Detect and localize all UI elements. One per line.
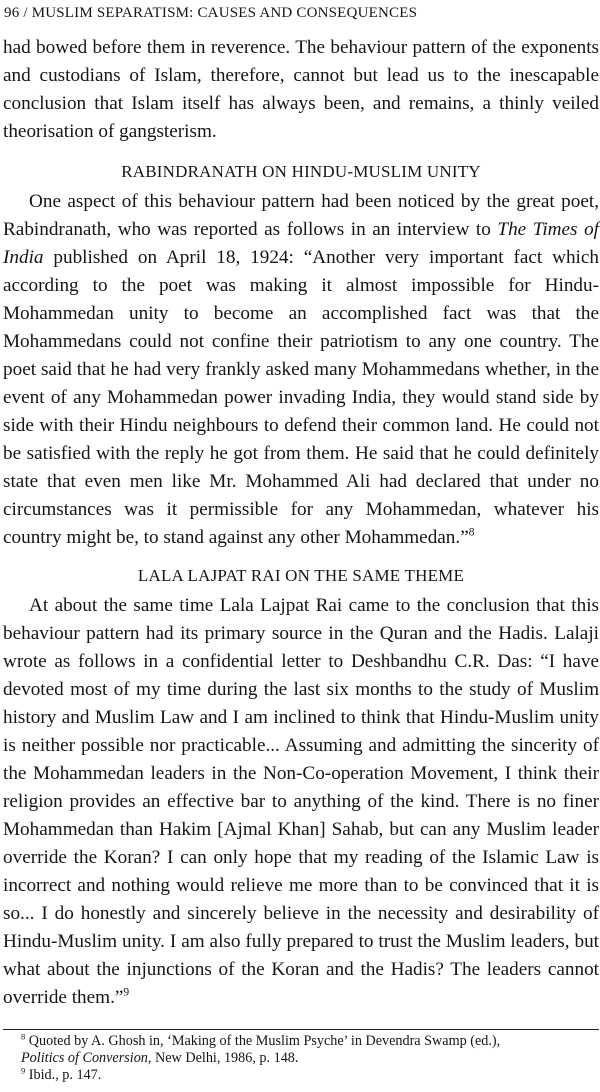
footnote-reference: 9 [123, 986, 130, 999]
footnote-8 [3, 1033, 599, 1067]
page-number: 96 [4, 5, 20, 21]
paragraph-continued: had bowed before them in reverence. The behaviour pattern of the exponents and custodians of Islam, therefore, cannot but lead us to the inescapable conclusion that Islam itself has always been, and remains, a thinly veiled theorisation of gangsterism. [3, 37, 599, 142]
book-title: Politics of Conversion [21, 1050, 148, 1066]
body-text [3, 34, 599, 1012]
footnote-number: 8 [21, 1031, 26, 1042]
footnote-text: , New Delhi, 1986, p. 148. [147, 1050, 299, 1066]
paragraph-text: At about the same time Lala Lajpat Rai came to the conclusion that this behaviour pattern had its primary source in the Quran and the Hadis. Lalaji wrote as follows in a confidential letter to Deshbandhu C.R. Das: “I have devoted most of my time during the last six months to the study of Muslim history and Muslim Law and I am inclined to think that Hindu-Muslim unity is neither possible nor practicable... Assuming and admitting the sincerity of the Mohammedan leaders in the Non-Co-operation Movement, I think their religion provides an effective bar to anything of the kind. There is no finer Mohammedan than Hakim [Ajmal Khan] Sahab, but can any Muslim leader override the Koran? I can only hope that my reading of the Islamic Law is incorrect and nothing would relieve me more than to be convinced that it is so... I do honestly and sincerely believe in the necessity and desirability of Hindu-Muslim unity. I am also fully prepared to trust the Muslim leaders, but what about the injunctions of the Koran and the Hadis? The leaders cannot override them.” [3, 595, 599, 1008]
footnote-text: Quoted by A. Ghosh in, ‘Making of the Muslim Psyche’ in Devendra Swamp (ed.), [28, 1033, 501, 1049]
section-heading-rabindranath: RABINDRANATH ON HINDU-MUSLIM UNITY [121, 162, 481, 181]
running-head-title: MUSLIM SEPARATISM: CAUSES AND CONSEQUENCES [31, 5, 418, 21]
running-head-separator: / [23, 5, 28, 21]
section-heading-lajpat-rai: LALA LAJPAT RAI ON THE SAME THEME [137, 566, 465, 585]
footnote-reference: 8 [468, 526, 475, 539]
paragraph-text: One aspect of this behaviour pattern had been noticed by the great poet, Rabindranath, who was reported as follows in an interview to [3, 191, 599, 240]
newspaper-title: The Times of India [3, 219, 599, 268]
paragraph-lajpat-rai [3, 592, 599, 1012]
footnote-9 [3, 1067, 599, 1084]
footnote-text: Ibid., p. 147. [28, 1067, 102, 1083]
paragraph-text: published on April 18, 1924: “Another very important fact which according to the poet was making it almost impossible for Hindu-Mohammedan unity to become an accomplished fact was that the Mohammedans could not confine their patriotism to any one country. The poet said that he had very frankly asked many Mohammedans whether, in the event of any Mohammedan power invading India, they would stand side by side with their Hindu neighbours to defend their common land. He could not be satisfied with the reply he got from them. He said that he could definitely state that even men like Mr. Mohammed Ali had declared that under no circumstances was it permissible for any Mohammedan, whatever his country might be, to stand against any other Mohammedan.” [3, 247, 599, 548]
paragraph-rabindranath [3, 188, 599, 552]
footnotes [3, 1029, 599, 1084]
running-head [4, 4, 598, 22]
footnote-number: 9 [21, 1065, 26, 1076]
